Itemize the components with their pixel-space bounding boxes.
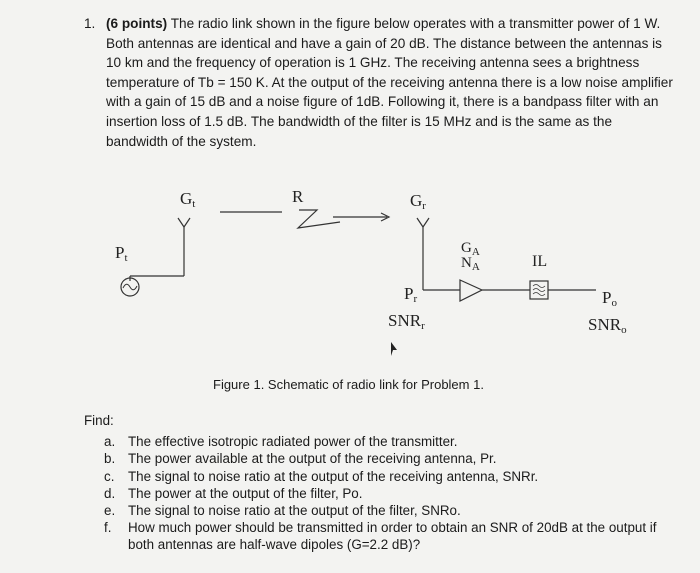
lna-amplifier-symbol (460, 280, 482, 301)
pointer-arrow-icon (391, 342, 397, 356)
list-item: e. The signal to noise ratio at the output of the filter, SNRo. (104, 503, 461, 519)
pr-label: Pr (404, 284, 418, 305)
problem-body (106, 14, 674, 151)
find-list (84, 433, 684, 553)
problem-text: The radio link shown in the figure below operates with a transmitter power of 1 W. Both antennas are identical and have a gain of 20 dB. The distance between the antennas is 10 km and the frequency of operation is 1 GHz. The receiving antenna sees a brightness temperature of Tb = 150 K. At the output of the receiving antenna there is a low noise amplifier with a gain of 15 dB and a noise figure of 1dB. Following it, there is a bandpass filter with an insertion loss of 1.5 dB. The bandwidth of the filter is 15 MHz and is the same as the bandwidth of the system. (106, 16, 673, 149)
propagation-zigzag (298, 210, 340, 228)
find-heading: Find: (84, 413, 114, 428)
list-item: f. How much power should be transmitted in order to obtain an SNR of 20dB at the output if both antennas are half-wave dipoles (G=2.2 dB)? (104, 520, 657, 553)
snro-label: SNRo (588, 315, 627, 336)
list-item: a. The effective isotropic radiated power of the transmitter. (104, 434, 458, 450)
problem-points: (6 points) (106, 16, 168, 31)
list-item: b. The power available at the output of the receiving antenna, Pr. (104, 451, 497, 467)
pt-label: Pt (115, 243, 128, 264)
problem-statement (84, 14, 674, 151)
gt-label: Gt (180, 189, 196, 210)
na-label: $N_A$ (461, 255, 480, 273)
il-label: IL (532, 253, 548, 270)
figure-caption: Figure 1. Schematic of radio link for Problem 1. (213, 377, 484, 392)
r-label: R (292, 187, 304, 206)
list-item: c. The signal to noise ratio at the output of the receiving antenna, SNRr. (104, 468, 539, 484)
rx-antenna-symbol (417, 218, 429, 227)
gr-label: Gr (410, 191, 426, 212)
radio-link-schematic (0, 170, 700, 410)
po-label: Po (602, 288, 617, 309)
list-item: d. The power at the output of the filter, Po. (104, 485, 363, 501)
snrr-label: SNRr (388, 311, 425, 332)
problem-number: 1. (84, 16, 96, 31)
tx-antenna-symbol (178, 218, 190, 227)
find-section (84, 412, 684, 554)
ga-label: $G_A$ (461, 240, 480, 258)
